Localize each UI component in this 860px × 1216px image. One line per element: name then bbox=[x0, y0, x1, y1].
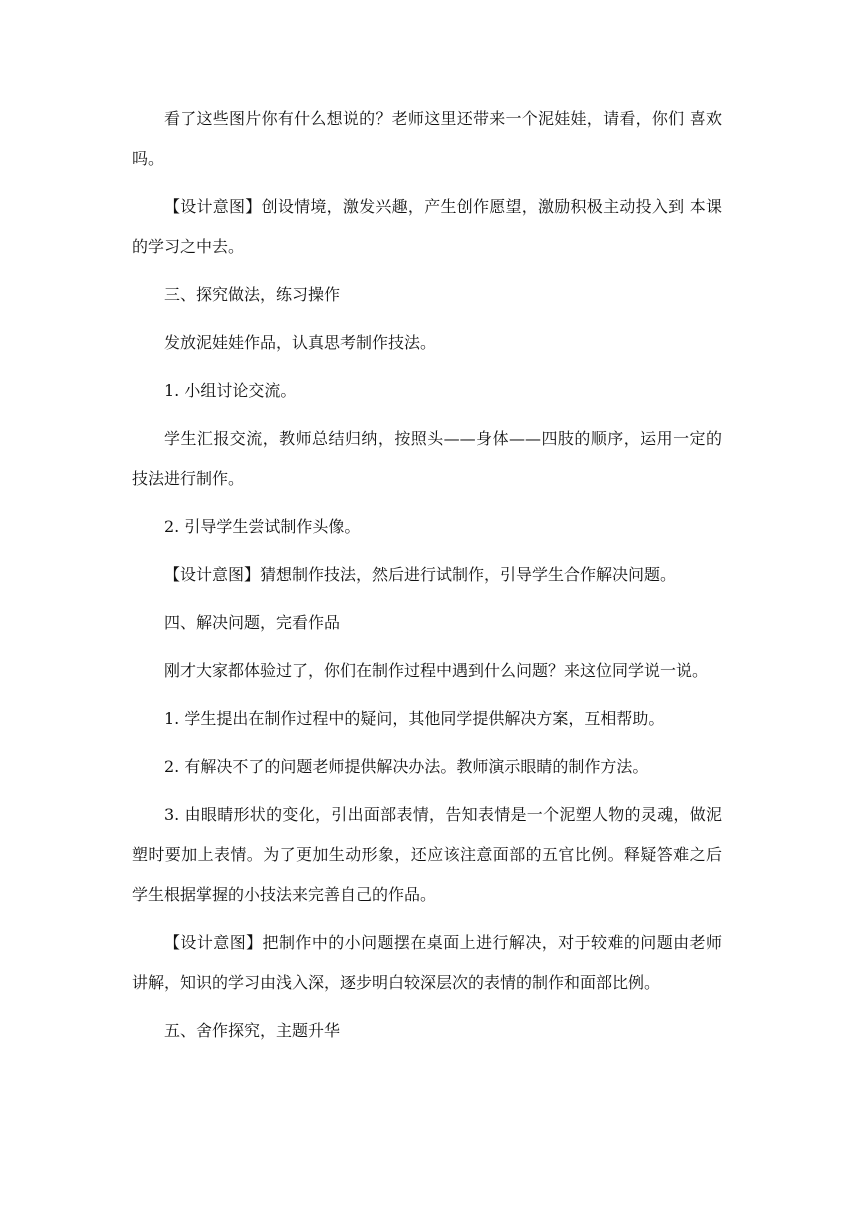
paragraph-design-intent-3: 【设计意图】把制作中的小问题摆在桌面上进行解决，对于较难的问题由老师讲解，知识的学习由浅入深，逐步明白较深层次的表情的制作和面部比例。 bbox=[132, 933, 722, 992]
list-item-facial-expression: 3. 由眼睛形状的变化，引出面部表情，告知表情是一个泥塑人物的灵魂，做泥塑时要加上表情。为了更加生动形象，还应该注意面部的五官比例。释疑答难之后学生根据掌握的小技法来完善自己的作品。 bbox=[132, 805, 722, 904]
paragraph-design-intent-1: 【设计意图】创设情境，激发兴趣，产生创作愿望，激励积极主动投入到 本课的学习之中去。 bbox=[132, 197, 722, 256]
section-heading-3: 三、探究做法，练习操作 bbox=[164, 285, 341, 304]
document-body bbox=[132, 99, 722, 1059]
list-item-group-discussion: 1. 小组讨论交流。 bbox=[164, 381, 297, 400]
paragraph-distribute-works: 发放泥娃娃作品，认真思考制作技法。 bbox=[164, 333, 437, 352]
list-item-teacher-solution: 2. 有解决不了的问题老师提供解决办法。教师演示眼睛的制作方法。 bbox=[164, 757, 649, 776]
paragraph-design-intent-2: 【设计意图】猜想制作技法，然后进行试制作，引导学生合作解决问题。 bbox=[164, 565, 677, 584]
section-heading-4: 四、解决问题，完看作品 bbox=[164, 613, 341, 632]
paragraph-student-report: 学生汇报交流，教师总结归纳，按照头——身体——四肢的顺序，运用一定的技法进行制作。 bbox=[132, 429, 722, 488]
paragraph-experience-question: 刚才大家都体验过了，你们在制作过程中遇到什么问题？来这位同学说一说。 bbox=[164, 661, 709, 680]
section-heading-5: 五、舍作探究，主题升华 bbox=[164, 1021, 341, 1040]
paragraph-intro: 看了这些图片你有什么想说的？老师这里还带来一个泥娃娃，请看，你们 喜欢吗。 bbox=[132, 109, 722, 168]
list-item-student-questions: 1. 学生提出在制作过程中的疑问，其他同学提供解决方案，互相帮助。 bbox=[164, 709, 665, 728]
list-item-guide-head: 2. 引导学生尝试制作头像。 bbox=[164, 517, 361, 536]
